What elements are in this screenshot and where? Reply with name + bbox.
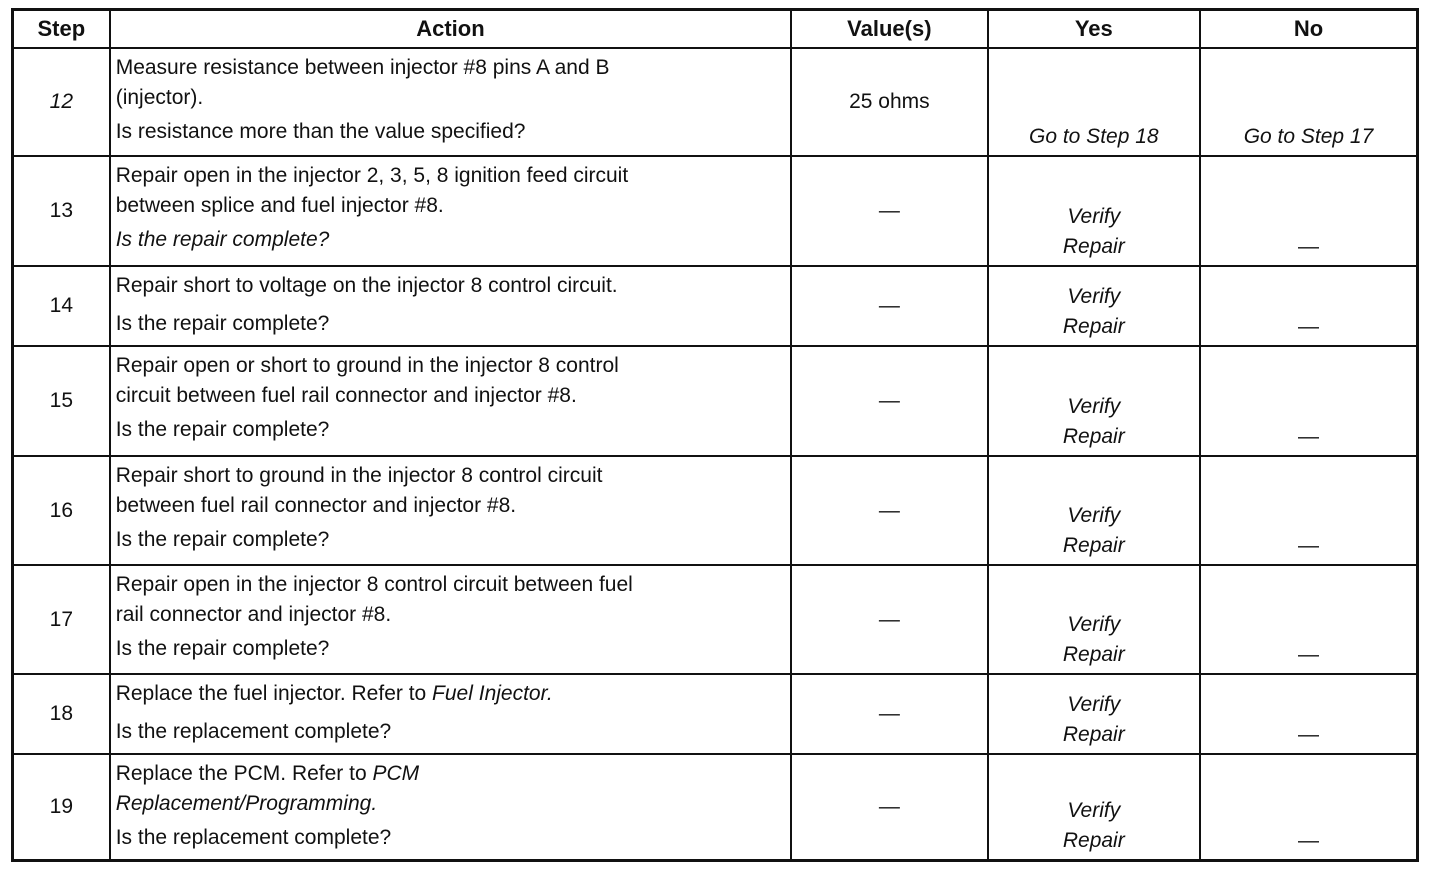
yes-verify: Verify bbox=[1067, 395, 1121, 418]
table-row bbox=[13, 674, 1418, 754]
action-cell bbox=[110, 565, 791, 674]
yes-verify: Verify bbox=[1067, 798, 1121, 822]
step-number: 18 bbox=[13, 674, 110, 754]
table-row bbox=[13, 156, 1418, 266]
action-question: Is the repair complete? bbox=[115, 418, 330, 441]
header-action: Action bbox=[110, 10, 791, 49]
value-cell: — bbox=[791, 266, 987, 346]
action-question: Is the repair complete? bbox=[115, 228, 330, 251]
yes-cell bbox=[988, 754, 1200, 860]
action-question: Is resistance more than the value specified? bbox=[115, 120, 526, 143]
step-number: 14 bbox=[13, 266, 110, 346]
yes-verify: Verify bbox=[1067, 205, 1121, 228]
action-text: Measure resistance between injector #8 pins A and B bbox=[115, 56, 610, 79]
table-row bbox=[13, 565, 1418, 674]
action-text: rail connector and injector #8. bbox=[115, 603, 392, 626]
yes-verify: Verify bbox=[1067, 693, 1121, 716]
no-cell bbox=[1200, 266, 1417, 346]
yes-repair: Repair bbox=[1062, 643, 1125, 666]
no-dash: — bbox=[1298, 643, 1319, 666]
step-number: 13 bbox=[13, 156, 110, 266]
yes-cell: Go to Step 18 bbox=[988, 48, 1200, 156]
no-cell bbox=[1200, 456, 1417, 565]
no-dash: — bbox=[1298, 315, 1319, 338]
no-dash: — bbox=[1298, 235, 1319, 258]
value-cell: — bbox=[791, 456, 987, 565]
header-yes: Yes bbox=[988, 10, 1200, 49]
action-text: (injector). bbox=[115, 86, 204, 109]
step-number: 12 bbox=[13, 48, 110, 156]
value-cell: — bbox=[791, 674, 987, 754]
table-row bbox=[13, 456, 1418, 565]
yes-cell bbox=[988, 674, 1200, 754]
table-row bbox=[13, 754, 1418, 860]
action-question: Is the repair complete? bbox=[115, 312, 330, 335]
yes-cell bbox=[988, 346, 1200, 456]
action-text: Repair short to ground in the injector 8 control circuit bbox=[115, 464, 603, 487]
yes-repair: Repair bbox=[1062, 235, 1125, 258]
no-dash: — bbox=[1298, 425, 1319, 448]
yes-repair: Repair bbox=[1062, 534, 1125, 557]
value-cell: — bbox=[791, 565, 987, 674]
action-text-prefix: Replace the PCM. Refer to bbox=[115, 762, 373, 785]
table-row bbox=[13, 266, 1418, 346]
action-question: Is the repair complete? bbox=[115, 528, 330, 551]
no-cell bbox=[1200, 565, 1417, 674]
yes-repair: Repair bbox=[1062, 828, 1125, 852]
value-cell: — bbox=[791, 754, 987, 860]
value-cell: — bbox=[791, 346, 987, 456]
no-cell bbox=[1200, 674, 1417, 754]
action-text bbox=[116, 679, 790, 709]
step-number: 16 bbox=[13, 456, 110, 565]
action-question: Is the replacement complete? bbox=[115, 826, 392, 849]
action-text-prefix: Replace the fuel injector. Refer to bbox=[115, 682, 433, 705]
yes-verify: Verify bbox=[1067, 285, 1121, 308]
action-cell bbox=[110, 266, 791, 346]
step-number: 15 bbox=[13, 346, 110, 456]
action-cell bbox=[110, 346, 791, 456]
yes-repair: Repair bbox=[1062, 315, 1125, 338]
header-no: No bbox=[1200, 10, 1417, 49]
no-cell bbox=[1200, 754, 1417, 860]
action-text: circuit between fuel rail connector and injector #8. bbox=[115, 384, 577, 407]
action-text: between splice and fuel injector #8. bbox=[115, 194, 444, 217]
step-number: 17 bbox=[13, 565, 110, 674]
action-reference: Replacement/Programming. bbox=[115, 792, 378, 815]
action-cell bbox=[110, 456, 791, 565]
value-cell: 25 ohms bbox=[791, 48, 987, 156]
yes-repair: Repair bbox=[1062, 723, 1125, 746]
yes-cell bbox=[988, 266, 1200, 346]
no-cell: Go to Step 17 bbox=[1200, 48, 1417, 156]
action-text: Repair open in the injector 8 control circuit between fuel bbox=[115, 573, 633, 596]
yes-repair: Repair bbox=[1062, 425, 1125, 448]
yes-cell bbox=[988, 156, 1200, 266]
action-text: between fuel rail connector and injector #8. bbox=[115, 494, 517, 517]
table-row bbox=[13, 346, 1418, 456]
action-reference: Fuel Injector. bbox=[432, 682, 553, 705]
header-values: Value(s) bbox=[791, 10, 987, 49]
value-cell: — bbox=[791, 156, 987, 266]
action-reference: PCM bbox=[372, 762, 420, 785]
table-row bbox=[13, 48, 1418, 156]
no-dash: — bbox=[1298, 723, 1319, 746]
header-row bbox=[13, 10, 1418, 49]
action-text: Repair open in the injector 2, 3, 5, 8 ignition feed circuit bbox=[115, 164, 629, 187]
action-text bbox=[116, 759, 790, 789]
yes-cell bbox=[988, 565, 1200, 674]
action-question: Is the repair complete? bbox=[115, 637, 330, 660]
action-text bbox=[116, 789, 790, 819]
action-question: Is the replacement complete? bbox=[115, 720, 392, 743]
no-dash: — bbox=[1298, 534, 1319, 557]
action-cell bbox=[110, 156, 791, 266]
action-text: Repair short to voltage on the injector 8 control circuit. bbox=[115, 274, 618, 297]
yes-verify: Verify bbox=[1067, 504, 1121, 527]
action-cell bbox=[110, 48, 791, 156]
yes-verify: Verify bbox=[1067, 613, 1121, 636]
yes-cell bbox=[988, 456, 1200, 565]
no-cell bbox=[1200, 346, 1417, 456]
action-cell bbox=[110, 674, 791, 754]
no-cell bbox=[1200, 156, 1417, 266]
diagnostic-table bbox=[11, 8, 1419, 862]
action-cell bbox=[110, 754, 791, 860]
step-number: 19 bbox=[13, 754, 110, 860]
action-text: Repair open or short to ground in the injector 8 control bbox=[115, 354, 619, 377]
header-step: Step bbox=[13, 10, 110, 49]
no-dash: — bbox=[1298, 828, 1319, 852]
